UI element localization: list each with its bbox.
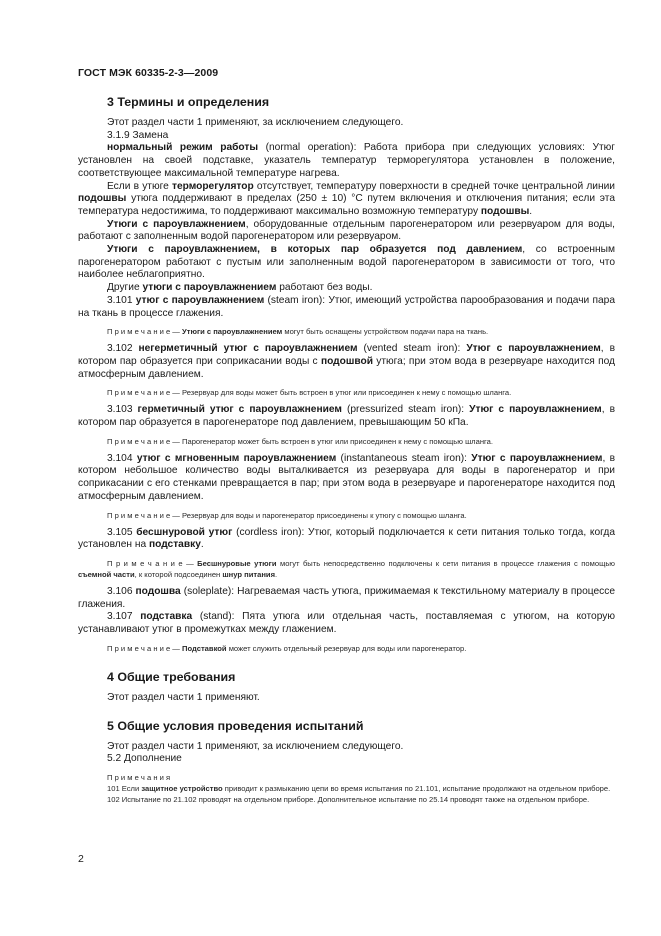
section-5-heading: 5 Общие условия проведения испытаний xyxy=(107,718,364,733)
clause-3-1-9: 3.1.9 Замена xyxy=(107,129,169,141)
note-101: 101 Если защитное устройство приводит к размыканию цепи во время испытания по 21.101, испытание продолжают на отдельном приборе. xyxy=(107,783,611,793)
definition-3-103: 3.103 герметичный утюг с пароувлажнением (pressurized steam iron): Утюг с пароувлажнением, в котором пар образуется в парогенераторе под давлением, превышающим 50 кПа. xyxy=(78,404,615,429)
definition-3-104: 3.104 утюг с мгновенным пароувлажнением (instantaneous steam iron): Утюг с пароувлажнением, в котором небольшое количество воды выталкивается из резервуара для воды в парогенератор и при соприкасании с его стенками превращается в пар; при этом вода в резервуаре и парогенераторе находится под атмосферным давлением. xyxy=(78,452,615,502)
notes-label: П р и м е ч а н и я xyxy=(107,772,171,782)
term: нормальный режим работы xyxy=(107,142,259,154)
paragraph: Этот раздел части 1 применяют, за исключением следующего. xyxy=(107,117,404,128)
note: П р и м е ч а н и е — Утюги с пароувлажнением могут быть оснащены устройством подачи пара на ткань. xyxy=(107,327,489,337)
note: П р и м е ч а н и е — Бесшнуровые утюги могут быть непосредственно подключены к сети питания в процессе глажения с помощью съемной части, к которой подсоединен шнур питания. xyxy=(78,558,615,579)
definition-3-101: 3.101 утюг с пароувлажнением (steam iron): Утюг, имеющий устройства парообразования и подачи пара на ткань в процессе глажения. xyxy=(78,294,615,319)
note: П р и м е ч а н и е — Резервуар для воды и парогенератор присоединены к утюгу с помощью шланга. xyxy=(107,510,467,520)
paragraph: Другие утюги с пароувлажнением работают без воды. xyxy=(107,282,373,294)
section-4-heading: 4 Общие требования xyxy=(107,669,236,684)
note-102: 102 Испытание по 21.102 проводят на отдельном приборе. Дополнительное испытание по 25.14 проводят также на отдельном приборе. xyxy=(107,794,590,804)
definition-3-107: 3.107 подставка (stand): Пята утюга или отдельная часть, поставляемая с утюгом, на которую устанавливают утюг в промежутках между глажением. xyxy=(78,611,615,636)
note: П р и м е ч а н и е — Парогенератор может быть встроен в утюг или присоединен к нему с помощью шланга. xyxy=(107,436,493,446)
paragraph: Утюги с пароувлажнением, оборудованные отдельным парогенератором или резервуаром для воды, работают с заполненным водой парогенератором или резервуаром. xyxy=(78,218,616,243)
definition-3-102: 3.102 негерметичный утюг с пароувлажнением (vented steam iron): Утюг с пароувлажнением, в котором пар образуется при соприкасании воды с подошвой утюга; при этом вода в резервуаре находится под атмосферным давлением. xyxy=(78,343,616,380)
note: П р и м е ч а н и е — Резервуар для воды может быть встроен в утюг или присоединен к нему с помощью шланга. xyxy=(107,388,512,398)
note: П р и м е ч а н и е — Подставкой может служить отдельный резервуар для воды или парогенератор. xyxy=(107,643,467,653)
definition-3-105: 3.105 бесшнуровой утюг (cordless iron): Утюг, который подключается к сети питания только тогда, когда установлен на подставку. xyxy=(78,526,615,551)
definition-3-106: 3.106 подошва (soleplate): Нагреваемая часть утюга, прижимаемая к текстильному материалу в процессе глажения. xyxy=(78,585,615,610)
paragraph: Этот раздел части 1 применяют. xyxy=(107,691,260,703)
section-3-heading: 3 Термины и определения xyxy=(107,95,270,109)
paragraph: Этот раздел части 1 применяют, за исключением следующего. xyxy=(107,740,404,752)
clause-5-2: 5.2 Дополнение xyxy=(107,753,182,765)
document-header: ГОСТ МЭК 60335-2-3—2009 xyxy=(78,67,219,79)
paragraph: Если в утюге терморегулятор отсутствует, температуру поверхности в средней точке центральной линии подошвы утюга поддерживают в пределах (250 ± 10) °С путем включения и отключения питания; если эта температура недостижима, то поддерживают максимально возможную температуру подошвы. xyxy=(78,180,615,217)
paragraph: Утюги с пароувлажнением, в которых пар образуется под давлением, со встроенным парогенератором работают с пустым или заполненным водой парогенератором в зависимости от того, что наиболее неблагоприятно. xyxy=(78,244,615,281)
page-content xyxy=(78,90,615,805)
page-number: 2 xyxy=(78,853,84,865)
definition-normal-operation: нормальный режим работы (normal operation): Работа прибора при следующих условиях: Утюг установлен на своей подставке, указатель температур терморегулятора установлен в положение, соответствующее максимальной температуре нагрева. xyxy=(78,142,615,179)
